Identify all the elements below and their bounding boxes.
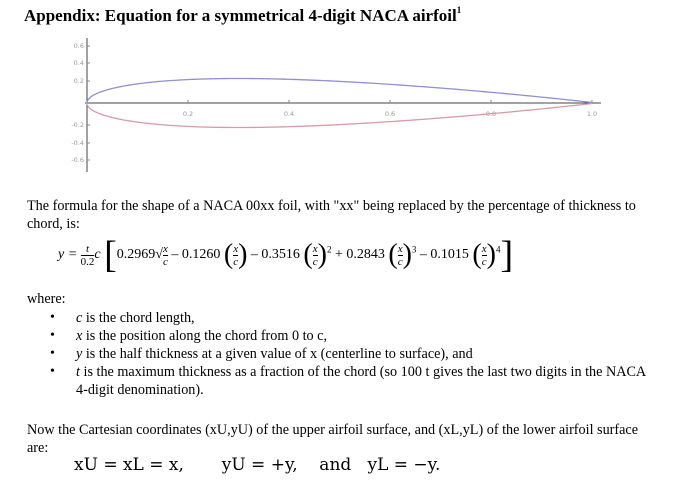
eq-term-1: 0.2969 — [116, 247, 156, 263]
intro-paragraph: The formula for the shape of a NACA 00xx foil, with "xx" being replaced by the percentage of thickness to chord, is: — [27, 198, 636, 232]
x-tick-label: 0.4 — [283, 110, 295, 118]
x-tick-label: 0.8 — [485, 110, 497, 118]
lower-surface-curve — [87, 103, 592, 128]
y-tick-label: -0.2 — [71, 121, 84, 129]
y-tick-label: 0.2 — [73, 77, 84, 85]
airfoil-plot — [65, 34, 605, 174]
y-tick-label: 0.6 — [73, 42, 84, 50]
variable-list — [40, 309, 660, 399]
eq-prefactor: $\frac{t}{0.2}$ — [80, 242, 95, 268]
eq-term-5: – 0.1015 — [419, 247, 469, 263]
list-item: • c is the chord length, — [40, 309, 660, 327]
coordinates-paragraph: Now the Cartesian coordinates (xU,yU) of the upper airfoil surface, and (xL,yL) of the lower airfoil surface are: — [27, 422, 639, 456]
eq-term-2: – 0.1260 — [171, 247, 221, 263]
eq-c: c — [94, 247, 101, 263]
coordinates-equation: xU = xL = x, yU = +y, and yL = −y. — [74, 455, 441, 475]
list-item: • t is the maximum thickness as a fraction of the chord (so 100 t gives the last two digits in the NACA 4-digit denomination). — [40, 363, 660, 399]
x-tick-label: 1.0 — [586, 110, 598, 118]
footnote-marker: 1 — [456, 5, 462, 15]
y-tick-label: -0.4 — [71, 139, 84, 147]
list-item: • y is the half thickness at a given value of x (centerline to surface), and — [40, 345, 660, 363]
eq-term-3: – 0.3516 — [250, 247, 300, 263]
naca-equation: y = $\frac{t}{0.2}$ c [0.2969√ $\frac{x}{c}$ – 0.1260 ( $\frac{x}{c}$ ) – 0.3516 ( $\frac{x}{c}$ )$^2$ + 0.2843 ( $\frac{x}{c}$ )$^3$ – 0.1015 ( $\frac{x}{c}$ )$^4$] — [58, 234, 514, 276]
list-item: • x is the position along the chord from 0 to c, — [40, 327, 660, 345]
y-tick-label: -0.6 — [71, 156, 84, 164]
y-tick-label: 0.4 — [73, 59, 84, 67]
x-tick-label: 0.2 — [182, 110, 194, 118]
x-tick-label: 0.6 — [384, 110, 396, 118]
eq-lhs: y = — [58, 247, 78, 263]
page-title: Appendix: Equation for a symmetrical 4-digit NACA airfoil$^1$ — [24, 5, 462, 25]
upper-surface-curve — [87, 78, 592, 103]
eq-term-4: + 0.2843 — [334, 247, 385, 263]
where-label: where: — [27, 291, 66, 307]
